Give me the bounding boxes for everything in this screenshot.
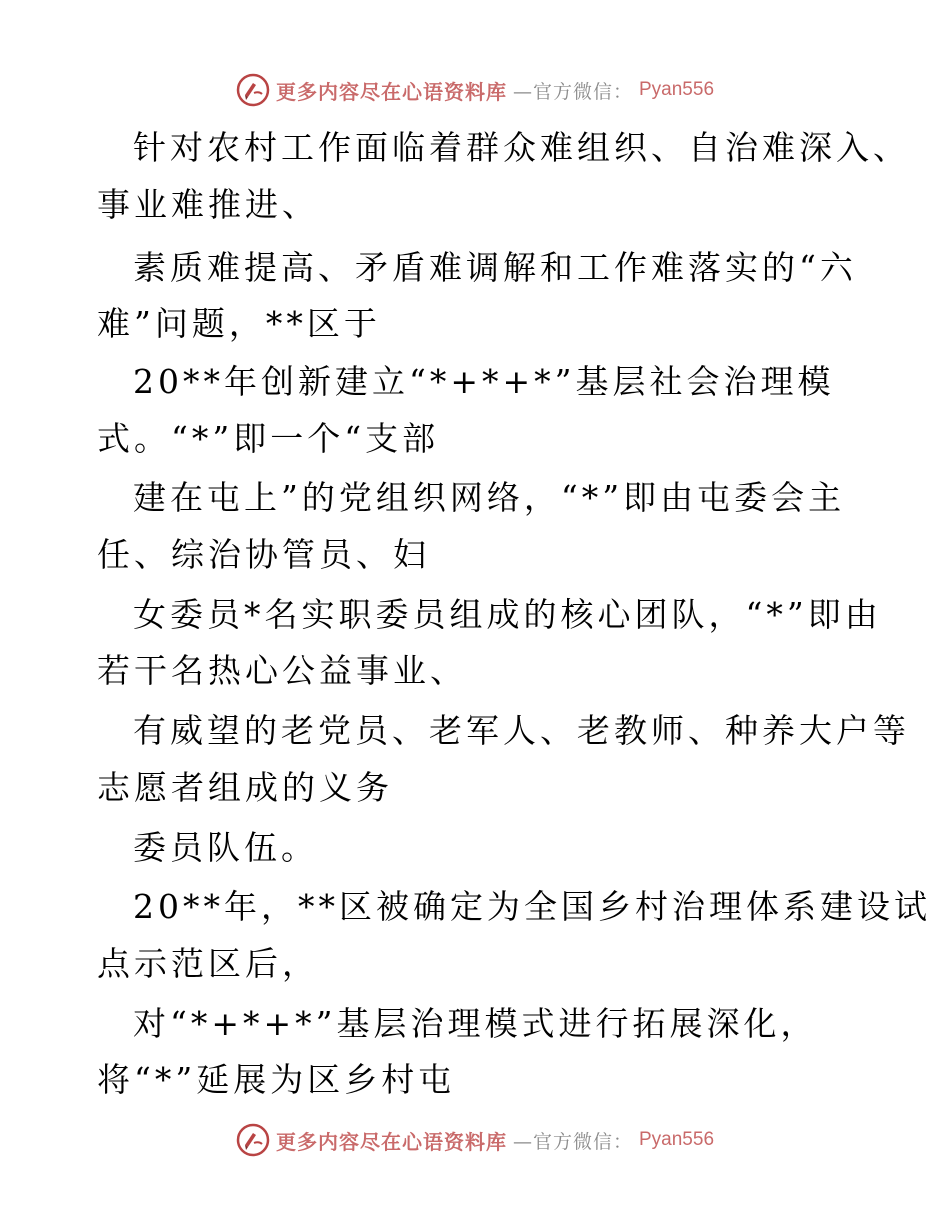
body-line: 20**年创新建立“*+*+*”基层社会治理模 bbox=[133, 362, 835, 401]
quill-book-logo-icon bbox=[236, 1123, 270, 1157]
watermark-account: Pyan556 bbox=[639, 1129, 715, 1150]
body-line: 20**年，**区被确定为全国乡村治理体系建设试 bbox=[133, 887, 931, 926]
watermark-brand: 更多内容尽在心语资料库 bbox=[275, 1129, 507, 1154]
body-line: 委员队伍。 bbox=[133, 828, 318, 867]
body-line: 对“*+*+*”基层治理模式进行拓展深化， bbox=[133, 1004, 818, 1043]
watermark-separator: —官方微信： bbox=[512, 1130, 633, 1153]
body-line: 任、综治协管员、妇 bbox=[97, 535, 430, 574]
body-line: 有威望的老党员、老军人、老教师、种养大户等 bbox=[133, 711, 910, 750]
body-line: 式。“*”即一个“支部 bbox=[97, 419, 440, 458]
body-line: 素质难提高、矛盾难调解和工作难落实的“六 bbox=[133, 248, 857, 287]
watermark-account: Pyan556 bbox=[639, 79, 715, 100]
body-line: 点示范区后， bbox=[97, 944, 319, 983]
body-line: 难”问题，**区于 bbox=[97, 304, 381, 343]
body-line: 志愿者组成的义务 bbox=[97, 768, 393, 807]
watermark-separator: —官方微信： bbox=[512, 80, 633, 103]
body-line: 建在屯上”的党组织网络，“*”即由屯委会主 bbox=[133, 478, 846, 517]
body-line: 女委员*名实职委员组成的核心团队，“*”即由 bbox=[133, 595, 882, 634]
body-line: 将“*”延展为区乡村屯 bbox=[97, 1060, 456, 1099]
body-line: 事业难推进、 bbox=[97, 185, 319, 224]
body-line: 若干名热心公益事业、 bbox=[97, 651, 467, 690]
footer-watermark bbox=[0, 1120, 950, 1160]
body-line: 针对农村工作面临着群众难组织、自治难深入、 bbox=[133, 128, 910, 167]
watermark-brand: 更多内容尽在心语资料库 bbox=[275, 79, 507, 104]
